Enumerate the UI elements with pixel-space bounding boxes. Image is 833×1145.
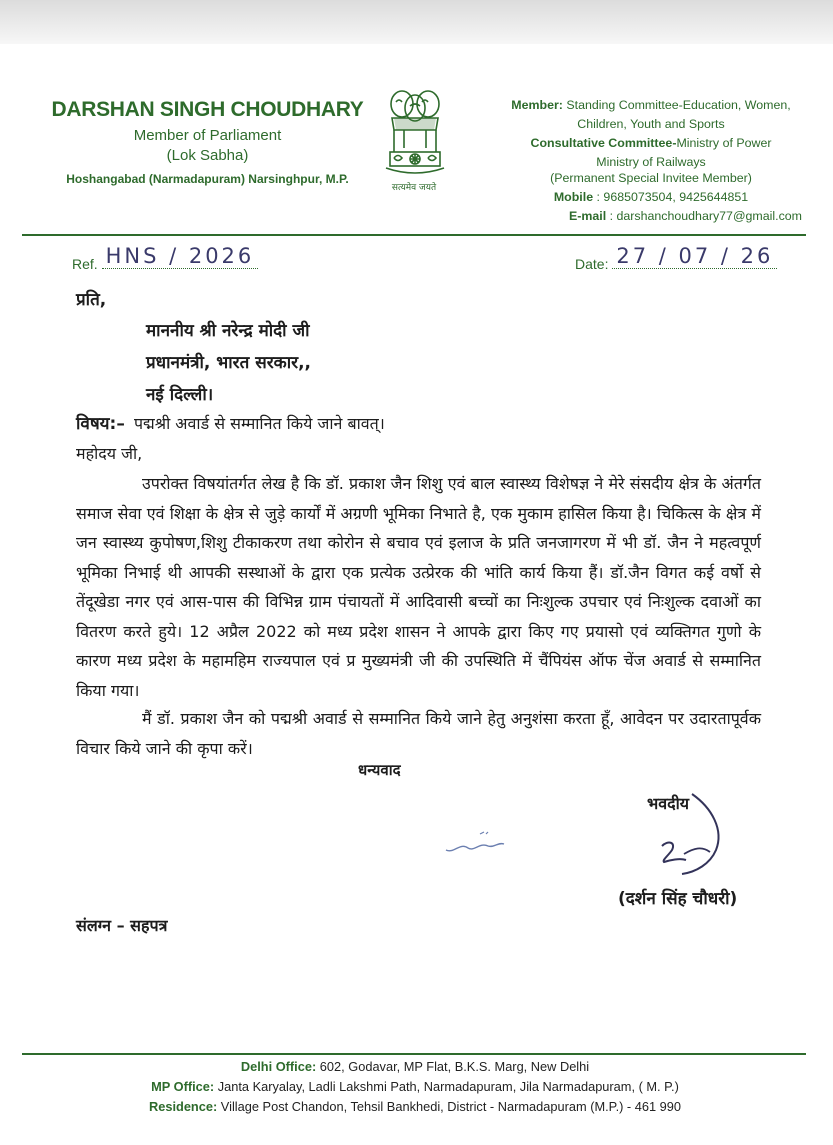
body-paragraph-2: मैं डॉ. प्रकाश जैन को पद्मश्री अवार्ड से सम्मानित किये जाने हेतु अनुशंसा करता हूँ, आवेदन पर उदारतापूर्वक विचार किये जाने की कृपा करें। [76,709,761,758]
mp-constituency: Hoshangabad (Narmadapuram) Narsinghpur, M.P. [66,172,349,186]
footer-res-label: Residence: [148,1099,218,1114]
salutation: महोदय जी, [76,444,143,463]
thanks-text: धन्यवाद [358,761,401,779]
addressee-line-3: नई दिल्ली। [146,385,214,405]
subject-line [76,411,385,434]
subject-label: विषय:– [76,414,125,434]
membership-line [486,96,816,134]
date-label: Date: [575,256,609,272]
mobile-label: Mobile [553,190,594,204]
signatory-name: (दर्शन सिंह चौधरी) [618,889,738,909]
consultative-label: Consultative Committee- [530,136,677,150]
letterhead-right [486,96,816,226]
footer-rule [22,1053,806,1055]
header-rule [22,234,806,236]
signature-image [640,790,730,880]
closing-yours: भवदीय [647,794,690,813]
addressee-line-2: प्रधानमंत्री, भारत सरकार,, [146,353,311,373]
mobile-value: : 9685073504, 9425644851 [596,190,749,204]
reference-block [72,244,258,274]
footer-delhi [30,1057,800,1077]
email-line [486,207,816,226]
ref-value: HNS / 2026 [102,244,259,269]
national-emblem-icon [380,82,450,194]
mp-house: (Lok Sabha) [166,147,249,164]
footer-addresses [30,1057,800,1117]
ref-label: Ref. [72,256,98,272]
body-paragraph-1: उपरोक्त विषयांतर्गत लेख है कि डॉ. प्रकाश जैन शिशु एवं बाल स्वास्थ्य विशेषज्ञ ने मेरे संसदीय क्षेत्र के अंतर्गत समाज सेवा एवं शिक्षा के क्षेत्र से जुड़े कार्यों में अग्रणी भूमिका निभाते है, एक मुकाम हासिल किया है। चिकित्स के क्षेत्र में जन स्वास्थ्य कुपोषण,शिशु टीकाकरण तथा कोरोन से बचाव एवं इलाज के प्रति जनजागरण में भी डॉ. जैन ने महत्वपूर्ण भूमिका निभाई थी आपकी सस्थाओं के द्वारा एक प्रत्येक उत्प्रेरक की भांति कार्य किया हैं। डॉ.जैन विगत कई वर्षो से तेंदूखेडा नगर एवं आस-पास की विभिन्न ग्राम पंचायतों में आदिवासी बच्चों का निःशुल्क उपचार एवं निःशुल्क दवाओं का वितरण करते हुये। 12 अप्रैल 2022 को मध्य प्रदेश शासन ने आपके द्वारा किए गए प्रयासो एवं व्यक्तिगत गुणो के कारण मध्य प्रदेश के महामहिम राज्यपाल एवं प्र मुख्यमंत्री जी की उपस्थिति में चैंपियंस ऑफ चेंज अवार्ड से सम्मानित किया गया। [76,474,761,700]
date-block [575,244,777,274]
footer-res-text: Village Post Chandon, Tehsil Bankhedi, District - Narmadapuram (M.P.) - 461 990 [217,1099,682,1114]
subject-text: पद्मश्री अवार्ड से सम्मानित किये जाने बावत्। [133,414,385,433]
letterhead-left [40,98,375,186]
railways-line-2: (Permanent Special Invitee Member) [550,171,752,185]
enclosure-note: संलग्न – सहपत्र [76,916,168,935]
footer-delhi-text: 602, Godavar, MP Flat, B.K.S. Marg, New Delhi [316,1059,590,1074]
mobile-line [486,188,816,207]
date-value: 27 / 07 / 26 [612,244,777,269]
consultative-line [486,134,816,153]
addressee-prati: प्रति, [76,290,107,310]
footer-mp-office [30,1077,800,1097]
emblem-motto: सत्यमेव जयते [391,183,437,193]
membership-label: Member: [511,98,563,112]
footer-mp-label: MP Office: [151,1079,215,1094]
railways-line-1: Ministry of Railways [596,155,706,169]
mp-name: DARSHAN SINGH CHOUDHARY [51,98,364,121]
addressee-line-1: माननीय श्री नरेन्द्र मोदी जी [146,321,310,341]
footer-mp-text: Janta Karyalay, Ladli Lakshmi Path, Narmadapuram, Jila Narmadapuram, ( M. P.) [214,1079,679,1094]
email-label: E-mail [569,209,607,223]
membership-text: Standing Committee-Education, Women, Children, Youth and Sports [566,98,791,131]
scan-top-strip [0,0,833,44]
mp-role: Member of Parliament [133,127,282,144]
footer-residence [30,1097,800,1117]
consultative-text: Ministry of Power [676,136,772,150]
email-value: : darshanchoudhary77@gmail.com [609,209,802,223]
footer-delhi-label: Delhi Office: [240,1059,317,1074]
received-scribble-icon [440,828,510,868]
